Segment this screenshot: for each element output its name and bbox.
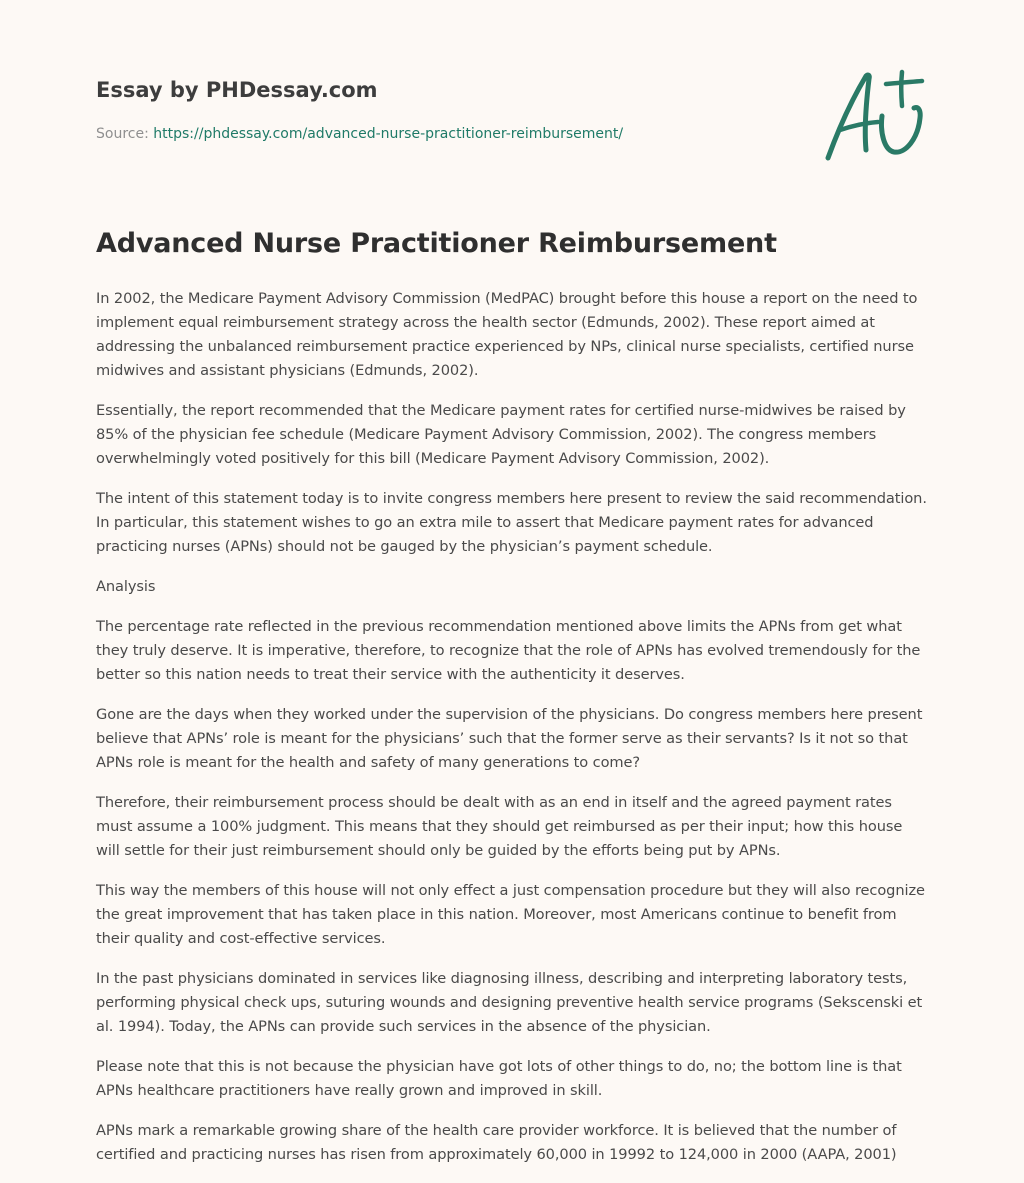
source-label: Source: — [96, 126, 149, 142]
essay-paragraph: Essentially, the report recommended that the Medicare payment rates for certified nurse-midwives be raised by 85% of the physician fee schedule (Medicare Payment Advisory Commission, 2002). The congress members overwhelmingly voted positively for this bill (Medicare Payment Advisory Commission, 2002). — [96, 402, 906, 467]
essay-paragraph: Gone are the days when they worked under the supervision of the physicians. Do congress members here present believe that APNs’ role is meant for the physicians’ such that the former serve as their servants? Is it not so that APNs role is meant for the health and safety of many generations to come? — [96, 706, 923, 771]
source-link[interactable]: https://phdessay.com/advanced-nurse-practitioner-reimbursement/ — [153, 126, 624, 142]
essay-paragraph: This way the members of this house will not only effect a just compensation procedure but they will also recognize the great improvement that has taken place in this nation. Moreover, most Americans continue to benefit from their quality and cost-effective services. — [96, 882, 925, 947]
source-line — [96, 124, 796, 144]
essay-paragraph: In the past physicians dominated in services like diagnosing illness, describing and interpreting laboratory tests, performing physical check ups, suturing wounds and designing preventive health service programs (Sekscenski et al. 1994). Today, the APNs can provide such services in the absence of the physician. — [96, 970, 923, 1035]
essay-paragraph: The intent of this statement today is to invite congress members here present to review the said recommendation. In particular, this statement wishes to go an extra mile to assert that Medicare payment rates for advanced practicing nurses (APNs) should not be gauged by the physician’s payment schedule. — [96, 490, 927, 555]
essay-paragraph: The percentage rate reflected in the previous recommendation mentioned above limits the APNs from get what they truly deserve. It is imperative, therefore, to recognize that the role of APNs has evolved tremendously for the better so this nation needs to treat their service with the authenticity it deserves. — [96, 618, 921, 683]
essay-content — [96, 224, 928, 1183]
essay-paragraph: Therefore, their reimbursement process should be dealt with as an end in itself and the agreed payment rates must assume a 100% judgment. This means that they should get reimbursed as per their input; how this house will settle for their just reimbursement should only be guided by the efforts being put by APNs. — [96, 794, 903, 859]
essay-paragraph: Please note that this is not because the physician have got lots of other things to do, no; the bottom line is that APNs healthcare practitioners have really grown and improved in skill. — [96, 1058, 902, 1099]
section-heading-analysis: Analysis — [96, 578, 156, 595]
essay-title: Advanced Nurse Practitioner Reimbursement — [96, 228, 777, 259]
essay-paragraph: APNs mark a remarkable growing share of the health care provider workforce. It is believed that the number of certified and practicing nurses has risen from approximately 60,000 in 19992 to 124,000 in 2000 (AAPA, 2001) — [96, 1122, 897, 1163]
site-title: Essay by PHDessay.com — [96, 78, 378, 102]
page-header — [96, 76, 796, 144]
a-plus-logo-icon — [822, 66, 930, 166]
essay-paragraph: In 2002, the Medicare Payment Advisory Commission (MedPAC) brought before this house a report on the need to implement equal reimbursement strategy across the health sector (Edmunds, 2002). These report aimed at addressing the unbalanced reimbursement practice experienced by NPs, clinical nurse specialists, certified nurse midwives and assistant physicians (Edmunds, 2002). — [96, 290, 918, 379]
